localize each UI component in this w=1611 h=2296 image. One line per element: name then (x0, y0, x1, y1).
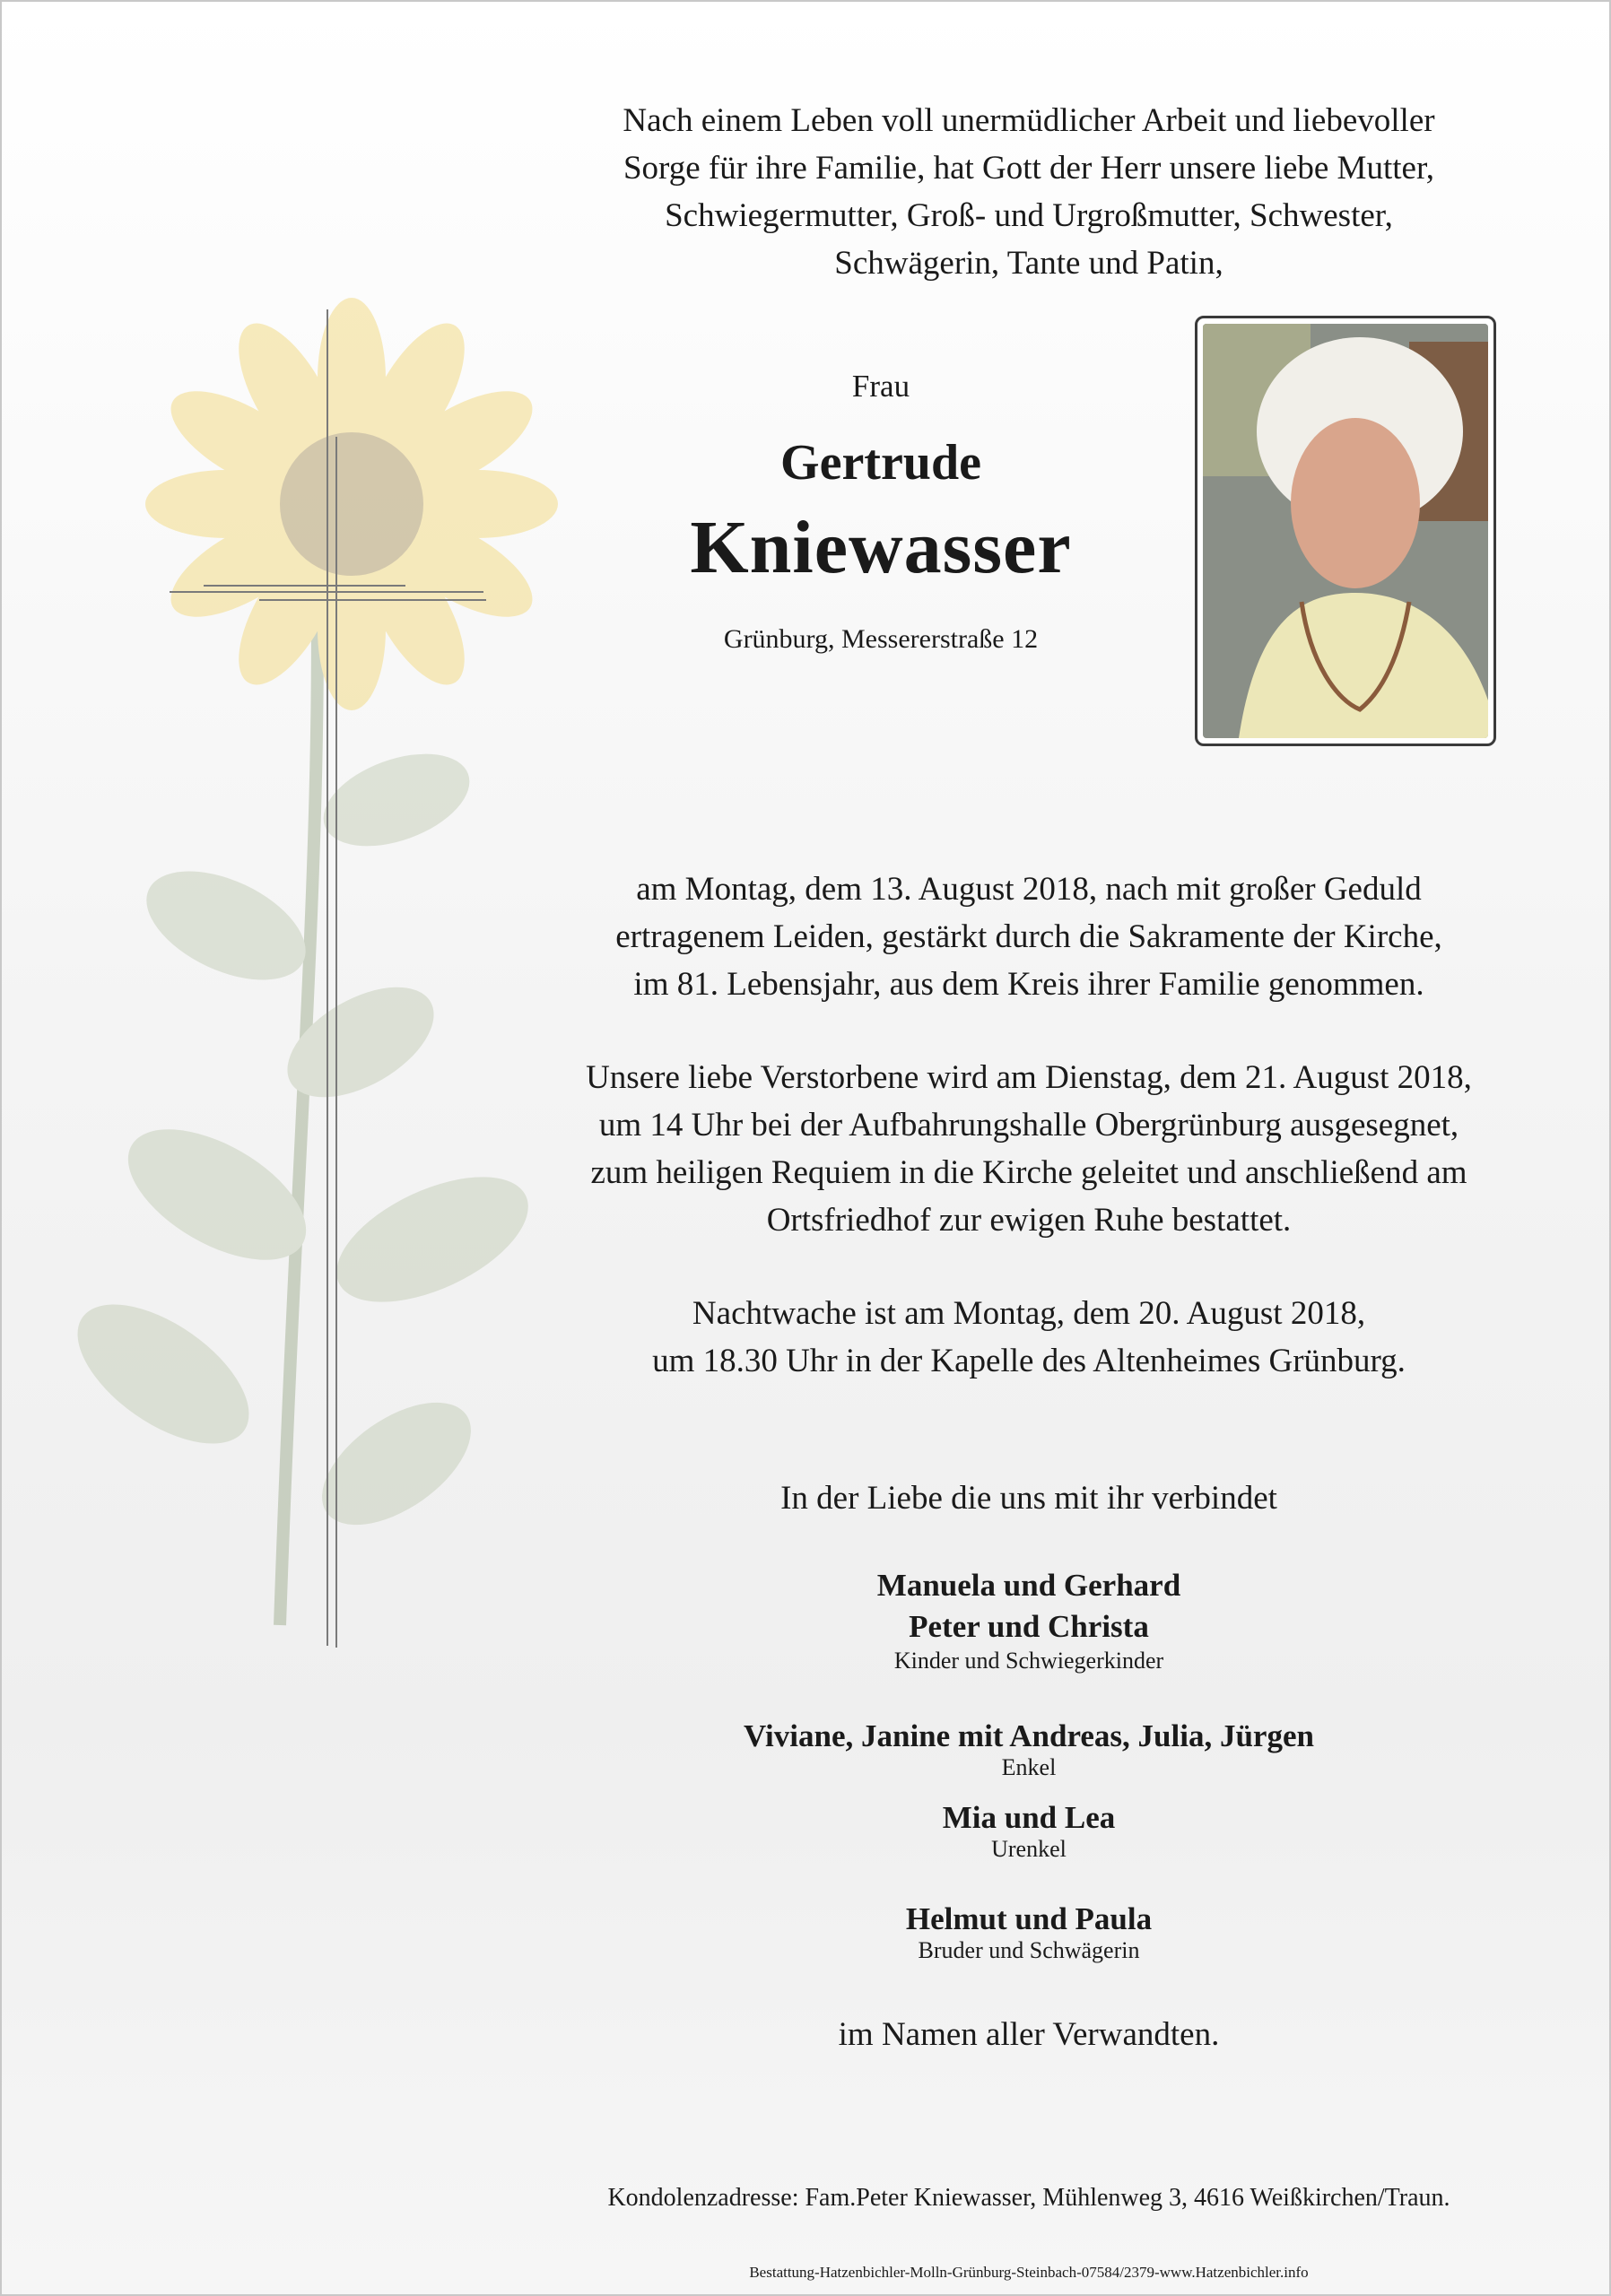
portrait-image (1203, 324, 1488, 738)
vigil-paragraph (540, 1290, 1518, 1385)
last-name: Kniewasser (690, 506, 1072, 589)
mourner-names: Viviane, Janine mit Andreas, Julia, Jürgen (744, 1718, 1314, 1753)
cross-vertical-line-2 (335, 437, 337, 1648)
death-line: am Montag, dem 13. August 2018, nach mit großer Geduld (636, 871, 1422, 908)
footer-funeral-home: Bestattung-Hatzenbichler-Molln-Grünburg-Steinbach-07584/2379-www.Hatzenbichler.info (749, 2264, 1309, 2281)
sunflower-image (56, 298, 594, 1643)
mourner-names: Mia und Lea (942, 1800, 1116, 1835)
address: Grünburg, Messererstraße 12 (723, 624, 1039, 654)
mourner-names: Peter und Christa (909, 1609, 1149, 1644)
portrait-photo (1195, 316, 1496, 746)
intro-line: Nach einem Leben voll unermüdlicher Arbeit und liebevoller (623, 102, 1435, 139)
cross-vertical-line-1 (327, 309, 328, 1646)
mourner-role: Urenkel (991, 1836, 1067, 1862)
intro-paragraph (540, 97, 1518, 287)
portrait-illustration (1203, 324, 1488, 738)
closing-line: im Namen aller Verwandten. (838, 2016, 1220, 2053)
mourner-names: Manuela und Gerhard (876, 1568, 1181, 1603)
death-line: ertragenem Leiden, gestärkt durch die Sakramente der Kirche, (615, 918, 1442, 955)
condolence-address: Kondolenzadresse: Fam.Peter Kniewasser, Mühlenweg 3, 4616 Weißkirchen/Traun. (607, 2184, 1450, 2212)
funeral-line: Ortsfriedhof zur ewigen Ruhe bestattet. (766, 1202, 1292, 1239)
mourner-group-grandchildren (540, 1718, 1518, 1781)
vigil-line: um 18.30 Uhr in der Kapelle des Altenheimes Grünburg. (652, 1343, 1406, 1379)
funeral-line: Unsere liebe Verstorbene wird am Dienstag, dem 21. August 2018, (586, 1059, 1472, 1096)
mourner-role: Kinder und Schwiegerkinder (893, 1648, 1164, 1674)
cross-horizontal-line-2 (204, 585, 405, 587)
death-line: im 81. Lebensjahr, aus dem Kreis ihrer Familie genommen. (633, 966, 1424, 1003)
death-paragraph (540, 865, 1518, 1008)
mourner-role: Enkel (1001, 1754, 1057, 1780)
intro-line: Sorge für ihre Familie, hat Gott der Herr unsere liebe Mutter, (623, 150, 1435, 187)
salutation: Frau (851, 369, 910, 404)
love-line: In der Liebe die uns mit ihr verbindet (780, 1480, 1277, 1517)
funeral-line: um 14 Uhr bei der Aufbahrungshalle Obergrünburg ausgesegnet, (598, 1107, 1459, 1144)
intro-line: Schwiegermutter, Groß- und Urgroßmutter, Schwester, (665, 197, 1393, 234)
funeral-line: zum heiligen Requiem in die Kirche geleitet und anschließend am (590, 1154, 1467, 1191)
intro-line: Schwägerin, Tante und Patin, (834, 245, 1223, 282)
mourner-group-siblings (540, 1901, 1518, 1964)
mourner-group-children (540, 1565, 1518, 1674)
cross-horizontal-line-3 (259, 599, 486, 601)
cross-horizontal-line-1 (170, 591, 483, 593)
first-name: Gertrude (780, 435, 981, 491)
funeral-paragraph (540, 1054, 1518, 1244)
mourner-group-great-grandchildren (540, 1800, 1518, 1863)
mourner-names: Helmut und Paula (905, 1901, 1153, 1936)
mourner-role: Bruder und Schwägerin (918, 1937, 1140, 1963)
vigil-line: Nachtwache ist am Montag, dem 20. August 2018, (692, 1295, 1366, 1332)
